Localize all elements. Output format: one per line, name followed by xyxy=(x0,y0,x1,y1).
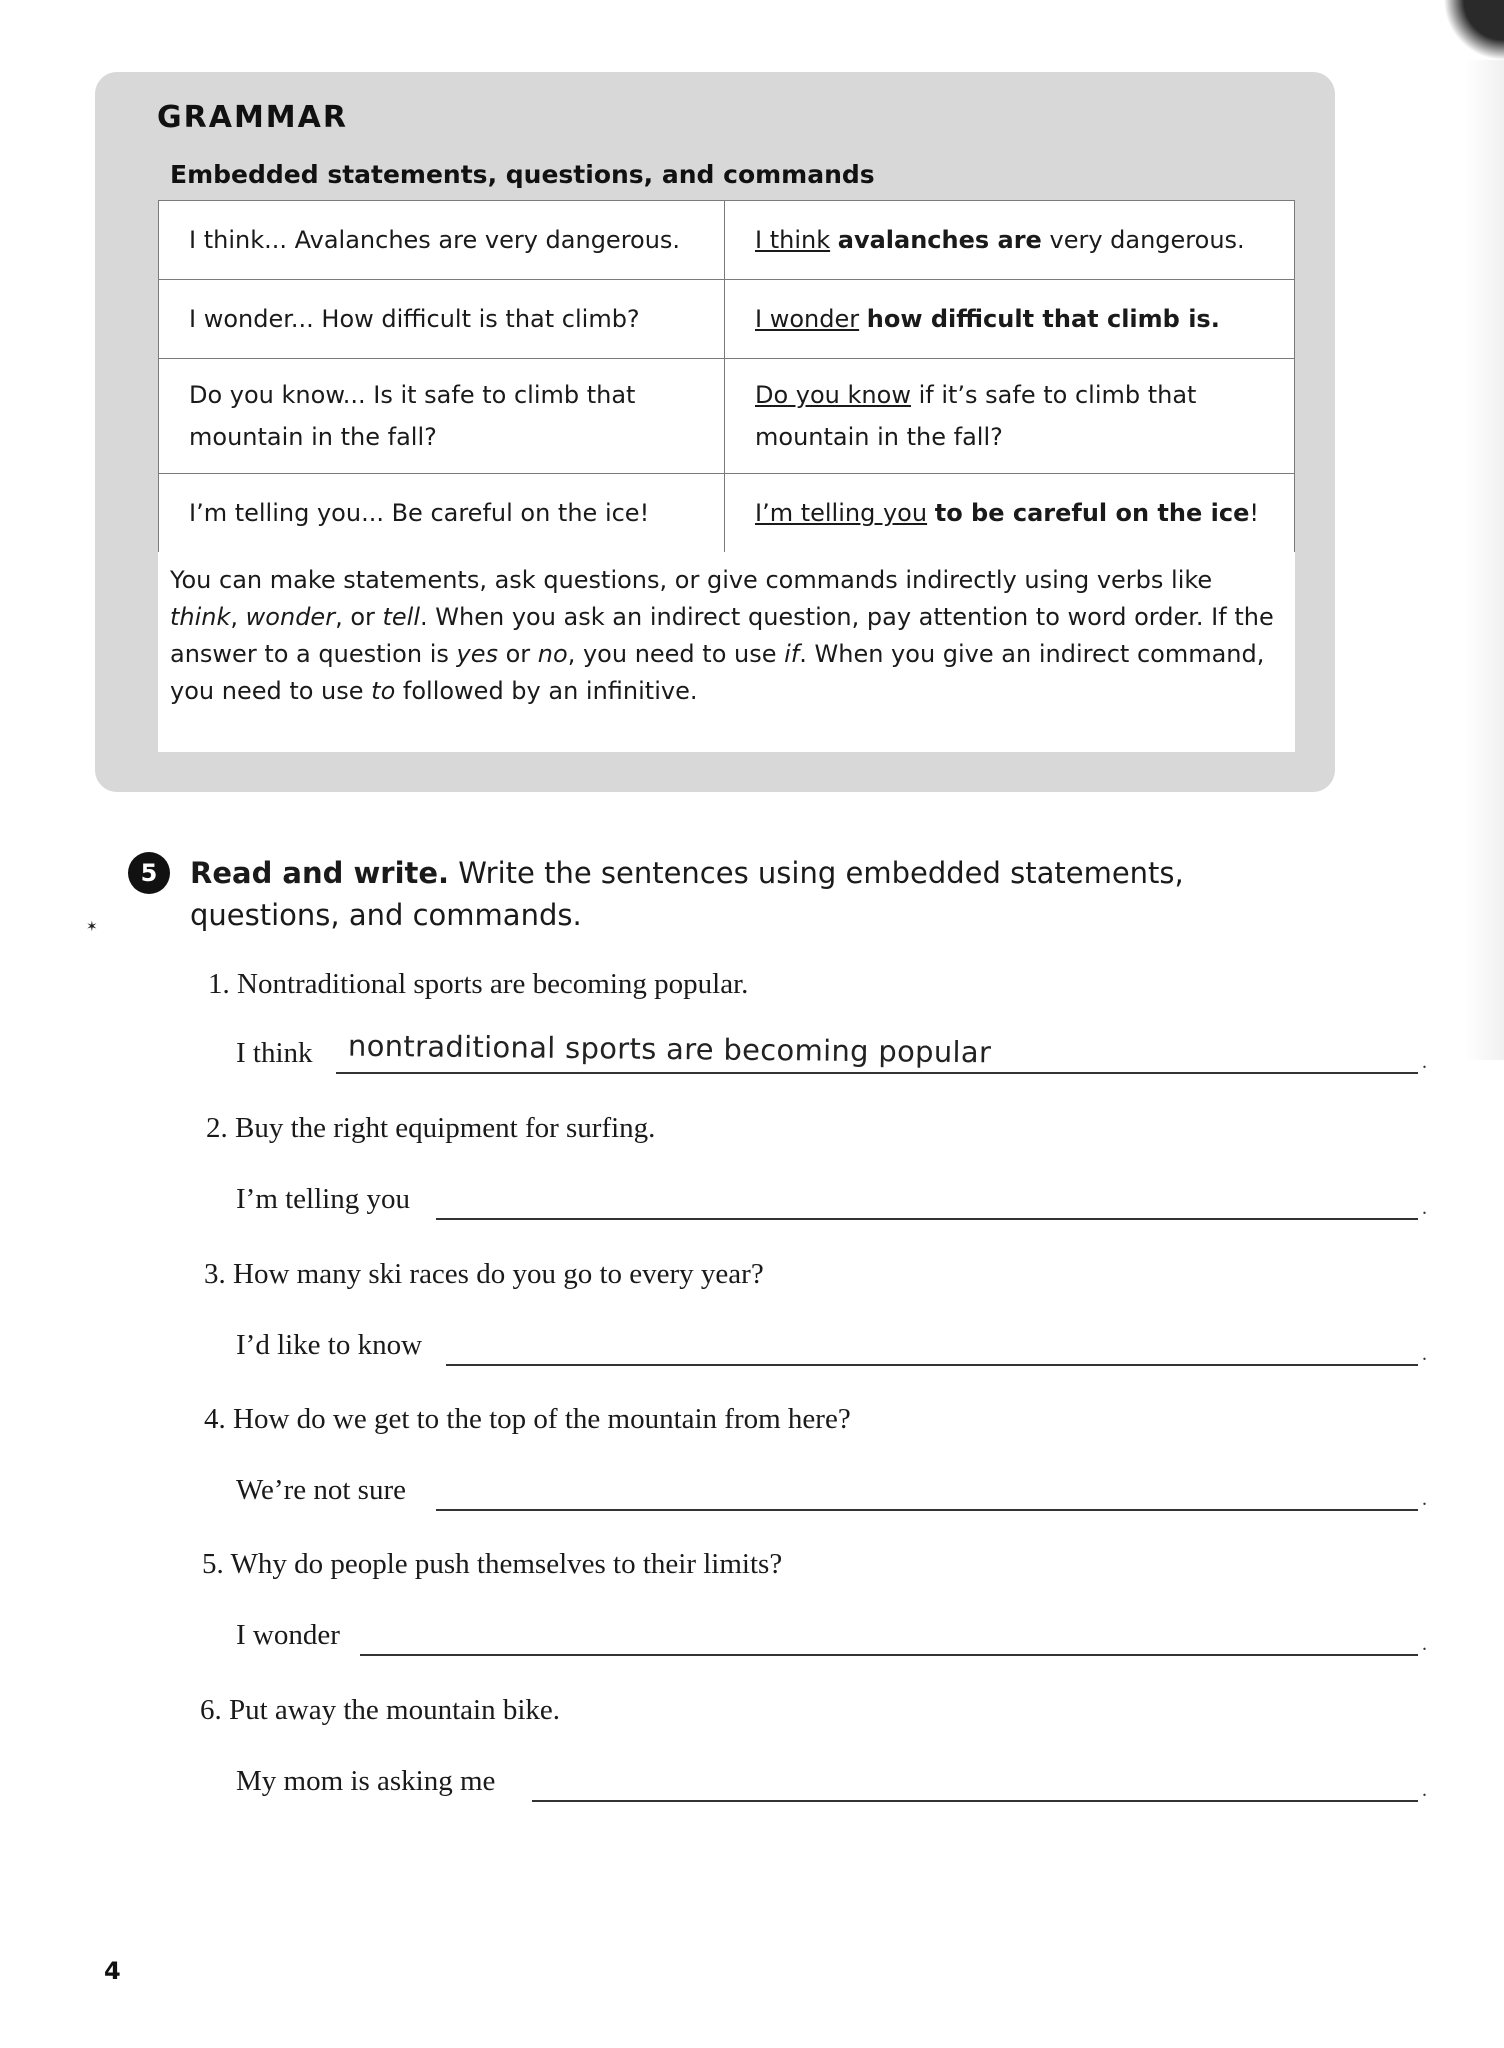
exercise-item-answer-row xyxy=(236,1612,1436,1662)
exercise-item-prompt: 6. Put away the mountain bike. xyxy=(200,1694,561,1726)
exercise-item-prompt: 5. Why do people push themselves to their limits? xyxy=(202,1548,783,1580)
grammar-explanation: You can make statements, ask questions, or give commands indirectly using verbs like think, wonder, or tell. When you ask an indirect question, pay attention to word order. If the answer to a question is yes or no, you need to use if. When you give an indirect command, you need to use to followed by an infinitive. xyxy=(158,552,1295,752)
exercise-item-answer-row xyxy=(236,1176,1436,1226)
item-period: . xyxy=(1422,1779,1427,1801)
exercise-number-badge: 5 xyxy=(128,852,170,894)
answer-blank[interactable] xyxy=(446,1364,1418,1366)
exercise-instruction xyxy=(190,852,1340,936)
example-underlined: I wonder xyxy=(755,305,860,333)
grammar-example xyxy=(725,474,1295,553)
example-bold: how difficult that climb is. xyxy=(866,305,1220,333)
item-stem: I wonder xyxy=(236,1619,340,1651)
page-edge-shadow xyxy=(1464,60,1504,1060)
example-rest: very dangerous. xyxy=(1049,226,1245,254)
grammar-example xyxy=(725,359,1295,474)
answer-blank[interactable] xyxy=(336,1072,1418,1074)
exercise-item-prompt: 3. How many ski races do you go to every year? xyxy=(204,1258,764,1290)
item-period: . xyxy=(1422,1488,1427,1510)
answer-blank[interactable] xyxy=(436,1218,1418,1220)
grammar-row xyxy=(159,474,1295,553)
grammar-row xyxy=(159,280,1295,359)
item-period: . xyxy=(1422,1343,1427,1365)
grammar-example xyxy=(725,280,1295,359)
item-period: . xyxy=(1422,1051,1427,1073)
handwritten-answer: nontraditional sports are becoming popular xyxy=(347,1028,992,1070)
example-bold: avalanches are xyxy=(837,226,1042,254)
exercise-instruction-text: Write the sentences using embedded statements, questions, and commands. xyxy=(190,856,1184,932)
exercise-item-answer-row xyxy=(236,1322,1436,1372)
exercise-item-prompt: 1. Nontraditional sports are becoming popular. xyxy=(208,968,749,1000)
example-bold: to be careful on the ice xyxy=(934,499,1250,527)
exercise-item-answer-row xyxy=(236,1467,1436,1517)
page-corner-shadow xyxy=(1434,0,1504,60)
grammar-row xyxy=(159,201,1295,280)
item-stem: We’re not sure xyxy=(236,1474,406,1506)
item-stem: I think xyxy=(236,1037,313,1069)
example-underlined: I think xyxy=(755,226,831,254)
example-underlined: Do you know xyxy=(755,381,911,409)
grammar-prompt: I wonder... How difficult is that climb? xyxy=(159,280,725,359)
exercise-item-prompt: 4. How do we get to the top of the mountain from here? xyxy=(204,1403,851,1435)
grammar-subtitle: Embedded statements, questions, and commands xyxy=(170,160,875,189)
exercise-item-prompt: 2. Buy the right equipment for surfing. xyxy=(206,1112,656,1144)
exercise-lead: Read and write. xyxy=(190,856,450,890)
page-number: 4 xyxy=(104,1957,121,1985)
item-stem: I’d like to know xyxy=(236,1329,423,1361)
grammar-prompt: I’m telling you... Be careful on the ice! xyxy=(159,474,725,553)
answer-blank[interactable] xyxy=(532,1800,1418,1802)
example-rest: ! xyxy=(1249,499,1259,527)
answer-blank[interactable] xyxy=(360,1654,1418,1656)
item-stem: I’m telling you xyxy=(236,1183,410,1215)
exercise-item-answer-row xyxy=(236,1030,1436,1080)
item-period: . xyxy=(1422,1633,1427,1655)
grammar-table xyxy=(158,200,1295,553)
item-period: . xyxy=(1422,1197,1427,1219)
grammar-prompt: Do you know... Is it safe to climb that mountain in the fall? xyxy=(159,359,725,474)
grammar-prompt: I think... Avalanches are very dangerous. xyxy=(159,201,725,280)
grammar-title: GRAMMAR xyxy=(157,100,348,135)
grammar-example xyxy=(725,201,1295,280)
example-underlined: I’m telling you xyxy=(755,499,928,527)
answer-blank[interactable] xyxy=(436,1509,1418,1511)
example-rest: if it’s safe to climb that mountain in the fall? xyxy=(755,381,1197,451)
margin-mark: ✶ xyxy=(86,918,98,934)
item-stem: My mom is asking me xyxy=(236,1765,496,1797)
grammar-row xyxy=(159,359,1295,474)
exercise-item-answer-row xyxy=(236,1758,1436,1808)
